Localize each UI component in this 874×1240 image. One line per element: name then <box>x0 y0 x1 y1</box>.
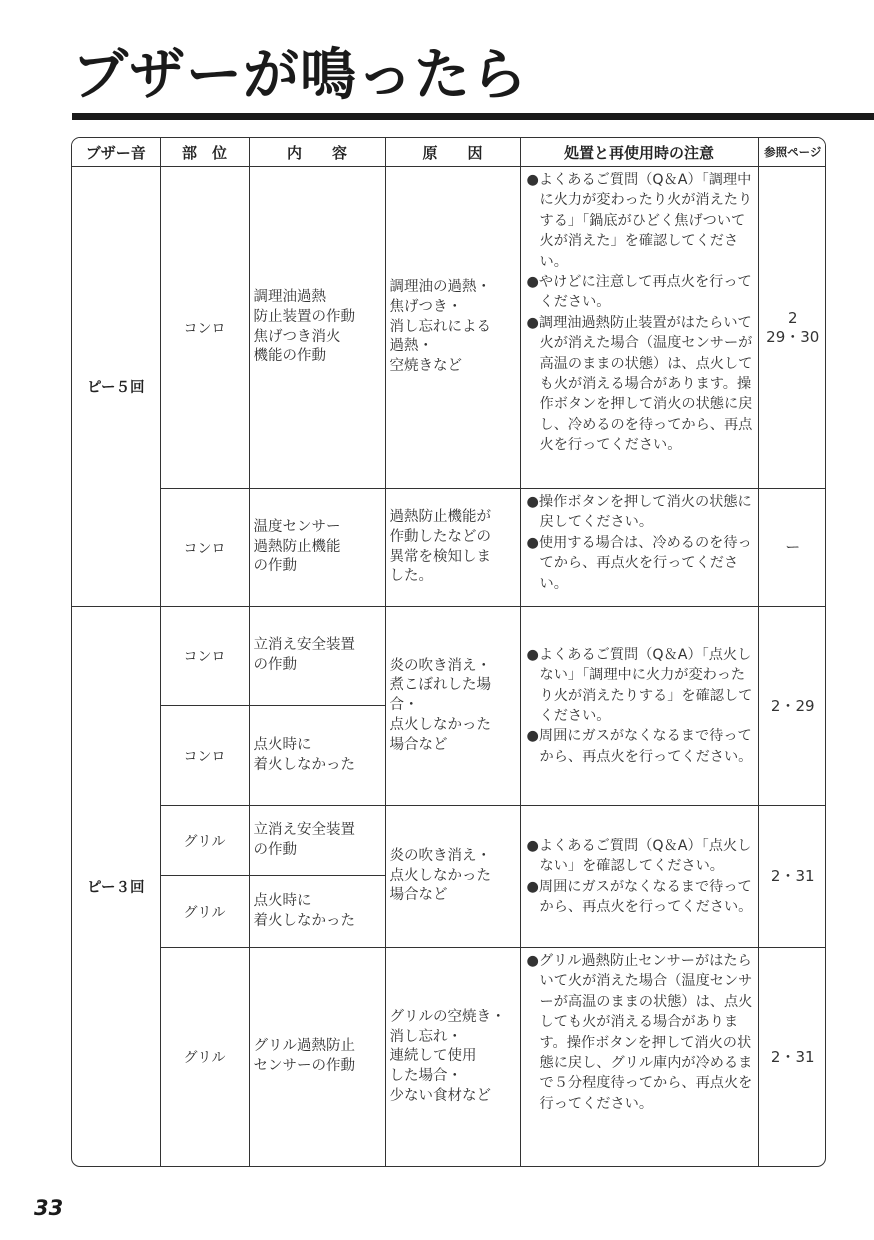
notes-cell: ●よくあるご質問（Q＆A）「点火しない」を確認してください。 ●周囲にガスがなくなるまで待ってから、再点火を行ってください。 <box>520 806 758 948</box>
content-cell: 温度センサー 過熱防止機能 の作動 <box>249 489 385 607</box>
bullet-icon: ● <box>526 494 539 510</box>
notes-cell: ●操作ボタンを押して消火の状態に戻してください。 ●使用する場合は、冷めるのを待ってから、再点火を行ってください。 <box>520 489 758 607</box>
notes-cell: ●よくあるご質問（Q＆A）「調理中に火力が変わったり火が消えたりする」「鍋底がひどく焦げついて火が消えた」を確認してください。 ●やけどに注意して再点火を行ってください。 ●調理油過熱防止装置がはたらいて火が消えた場合（温度センサーが高温のままの状態）は、点火しても火が消える場合があります。操作ボタンを押して消火の状態に戻し、冷めるのを待ってから、再点火を行ってください。 <box>520 167 758 489</box>
ref-cell: 2・31 <box>758 948 826 1167</box>
page-number: 33 <box>34 1196 64 1220</box>
notes-cell: ●グリル過熱防止センサーがはたらいて火が消えた場合（温度センサーが高温のままの状態）は、点火しても火が消える場合があります。操作ボタンを押して消火の状態に戻し、グリル庫内が冷めるまで５分程度待ってから、再点火を行ってください。 <box>520 948 758 1167</box>
part-cell: コンロ <box>160 607 249 706</box>
cause-cell: 炎の吹き消え・ 煮こぼれした場合・ 点火しなかった 場合など <box>385 607 520 806</box>
title-underline <box>72 113 874 120</box>
notes-cell: ●よくあるご質問（Q＆A）「点火しない」「調理中に火力が変わったり火が消えたりする」を確認してください。 ●周囲にガスがなくなるまで待ってから、再点火を行ってください。 <box>520 607 758 806</box>
part-cell: グリル <box>160 948 249 1167</box>
ref-cell: ー <box>758 489 826 607</box>
bullet-icon: ● <box>526 728 539 745</box>
buzzer-beep5: ピー５回 <box>72 167 160 607</box>
bullet-icon: ● <box>526 837 539 854</box>
bullet-icon: ● <box>526 172 539 188</box>
header-part: 部 位 <box>160 138 249 167</box>
content-cell: 点火時に 着火しなかった <box>249 706 385 806</box>
bullet-icon: ● <box>526 953 539 969</box>
content-cell: 点火時に 着火しなかった <box>249 876 385 948</box>
cause-cell: 調理油の過熱・ 焦げつき・ 消し忘れによる 過熱・ 空焼きなど <box>385 167 520 489</box>
table-header-row <box>72 138 826 167</box>
part-cell: コンロ <box>160 489 249 607</box>
part-cell: グリル <box>160 806 249 876</box>
buzzer-beep3: ピー３回 <box>72 607 160 1167</box>
cause-cell: グリルの空焼き・ 消し忘れ・ 連続して使用 した場合・ 少ない食材など <box>385 948 520 1167</box>
table-row <box>72 607 826 706</box>
content-cell: 立消え安全装置 の作動 <box>249 607 385 706</box>
ref-cell: 2・31 <box>758 806 826 948</box>
cause-cell: 炎の吹き消え・ 点火しなかった 場合など <box>385 806 520 948</box>
header-action: 処置と再使用時の注意 <box>520 138 758 167</box>
part-cell: グリル <box>160 876 249 948</box>
content-cell: グリル過熱防止 センサーの作動 <box>249 948 385 1167</box>
content-cell: 立消え安全装置 の作動 <box>249 806 385 876</box>
ref-cell: 2・29 <box>758 607 826 806</box>
bullet-icon: ● <box>526 274 539 291</box>
header-content: 内 容 <box>249 138 385 167</box>
header-ref: 参照ページ <box>758 138 826 167</box>
part-cell: コンロ <box>160 706 249 806</box>
header-cause: 原 因 <box>385 138 520 167</box>
header-buzzer: ブザー音 <box>72 138 160 167</box>
part-cell: コンロ <box>160 167 249 489</box>
page-title: ブザーが鳴ったら <box>72 43 528 108</box>
content-cell: 調理油過熱 防止装置の作動 焦げつき消火 機能の作動 <box>249 167 385 489</box>
cause-cell: 過熱防止機能が 作動したなどの 異常を検知しま した。 <box>385 489 520 607</box>
ref-cell: 2 29・30 <box>758 167 826 489</box>
table-row <box>72 948 826 1167</box>
bullet-icon: ● <box>526 534 539 551</box>
table-row <box>72 167 826 489</box>
buzzer-table <box>71 137 826 1167</box>
bullet-icon: ● <box>526 646 539 663</box>
table-row <box>72 806 826 876</box>
table-row <box>72 489 826 607</box>
bullet-icon: ● <box>526 878 539 895</box>
bullet-icon: ● <box>526 314 539 331</box>
